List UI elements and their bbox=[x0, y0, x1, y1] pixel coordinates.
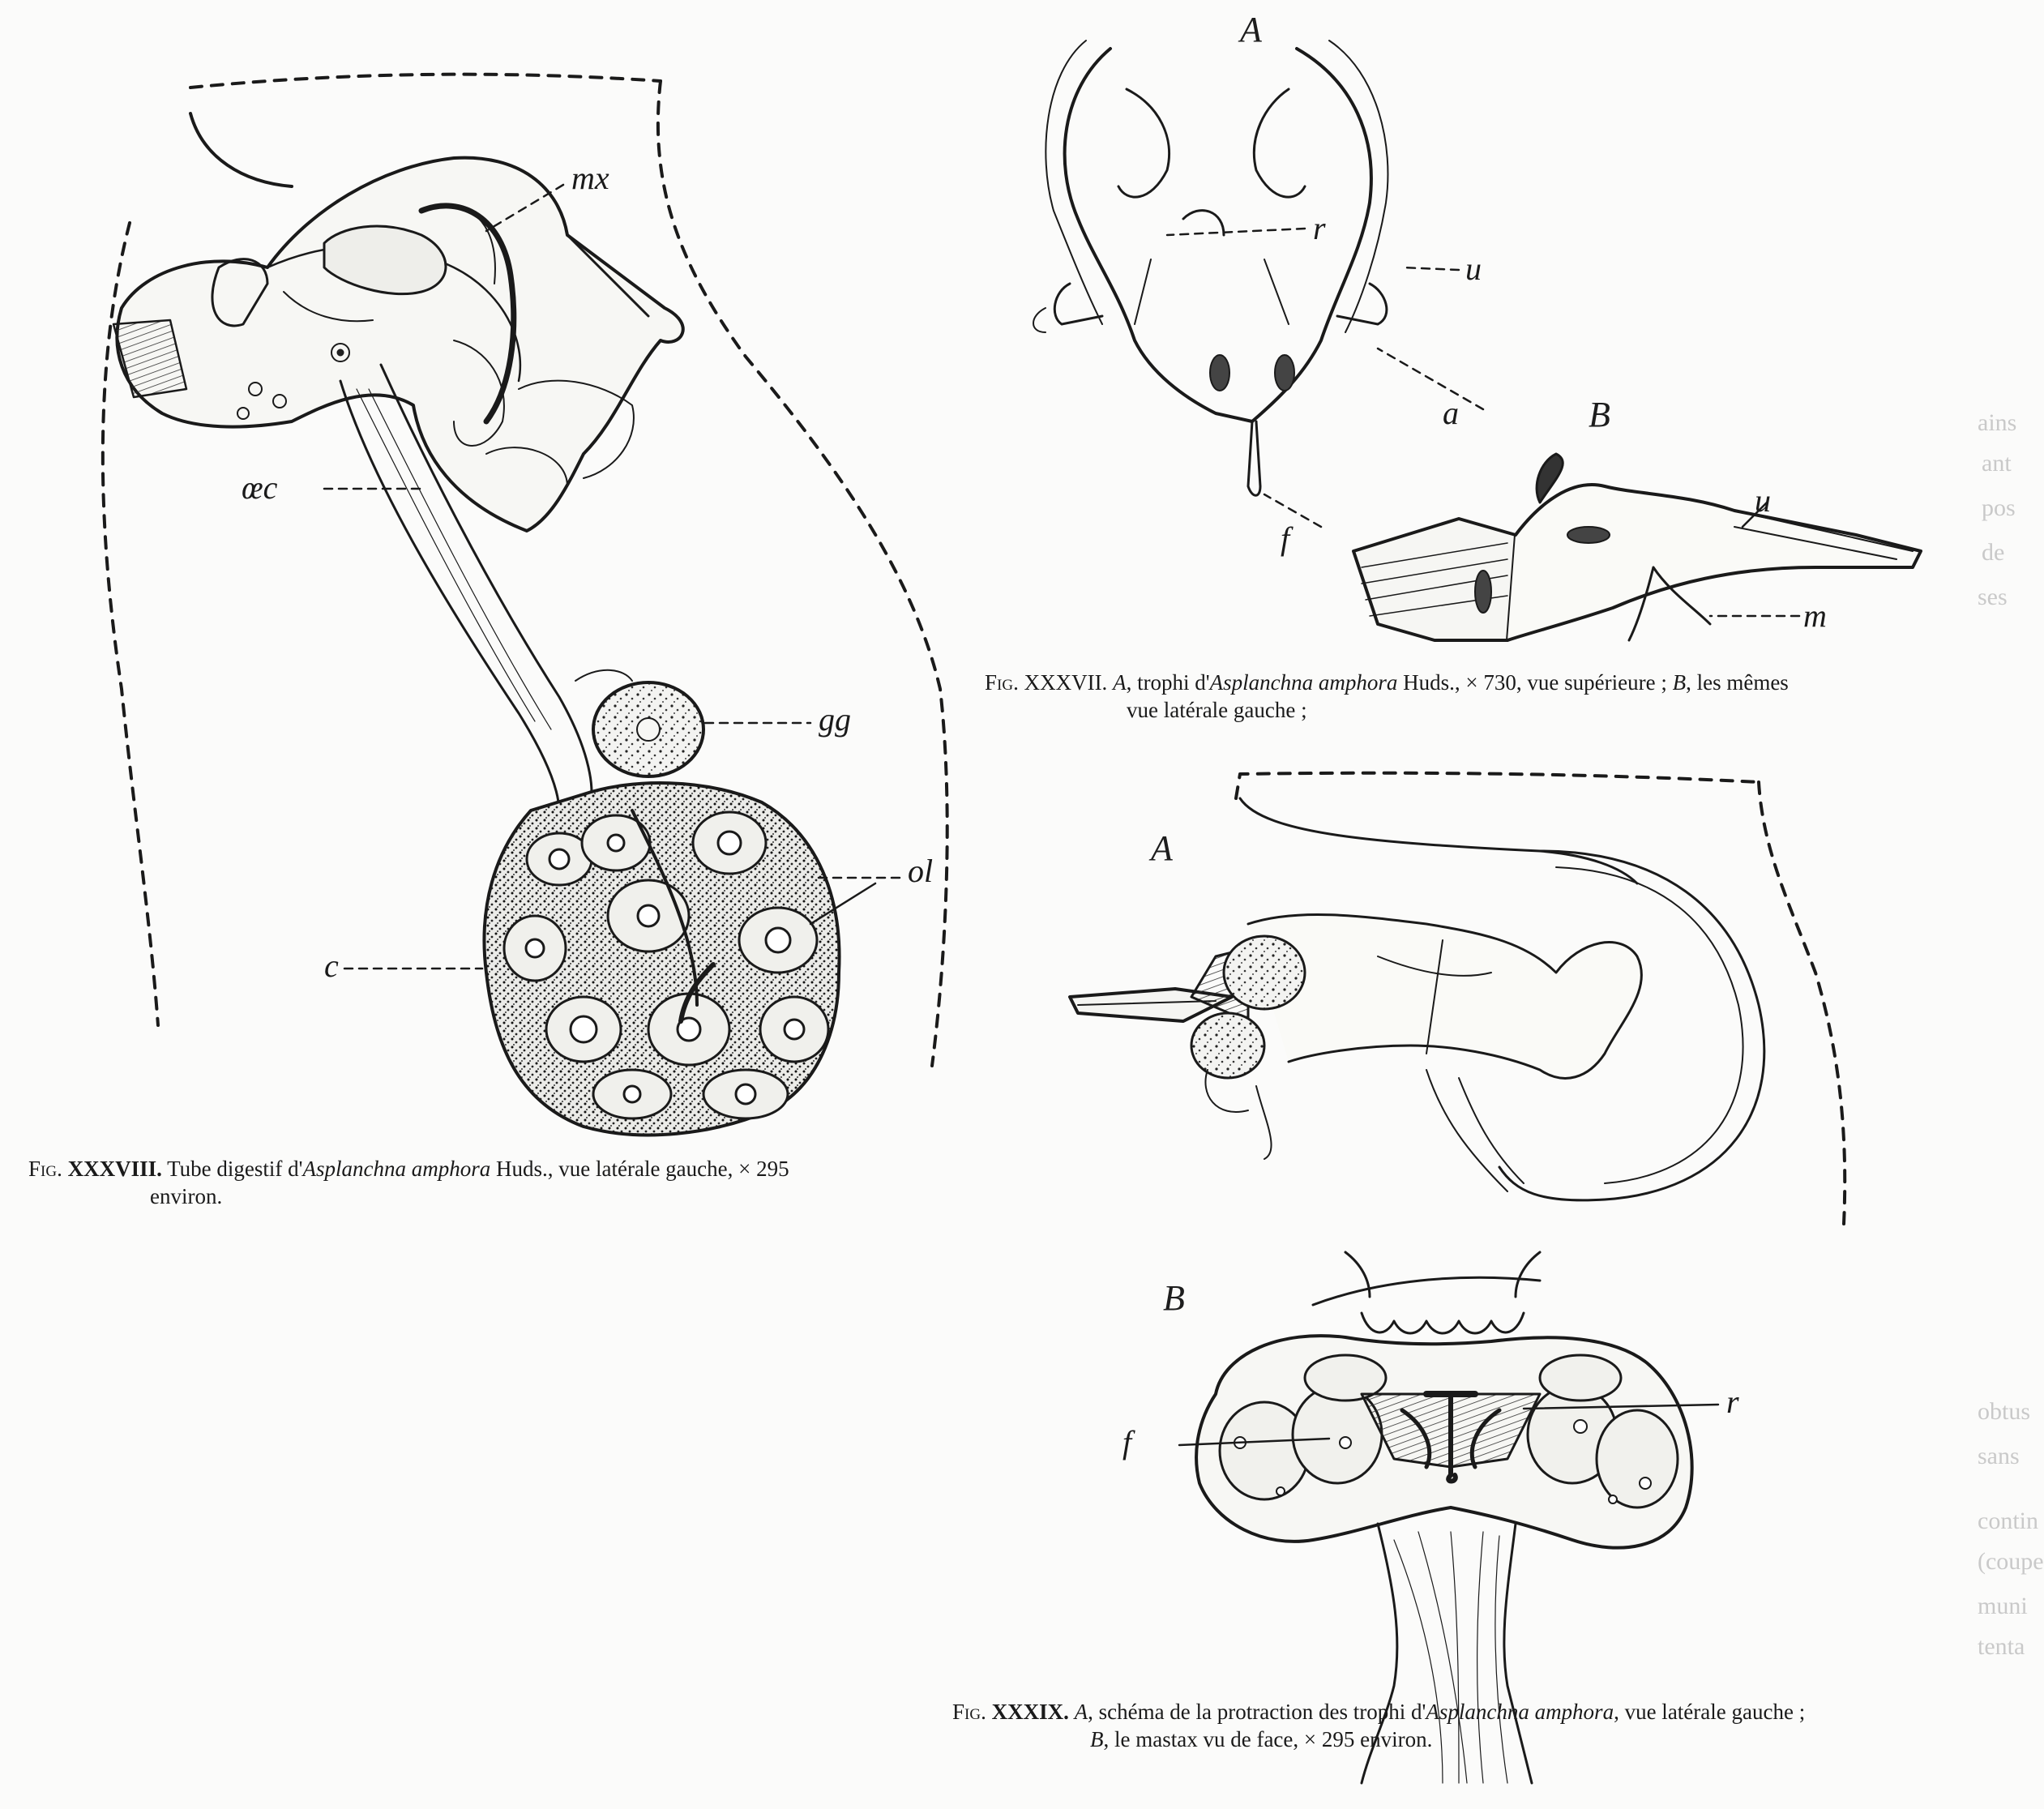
caption-text: , le mastax vu de face, × 295 environ. bbox=[1103, 1727, 1433, 1751]
label-r: r bbox=[1726, 1383, 1739, 1420]
label-u: u bbox=[1465, 250, 1482, 287]
label-mx: mx bbox=[571, 160, 609, 196]
panel-letter-B: B bbox=[1163, 1278, 1185, 1318]
fig37B-drawing bbox=[1353, 454, 1921, 640]
fig37B-fulcrum bbox=[1353, 519, 1516, 640]
fig37A-drawing bbox=[1033, 41, 1483, 527]
fig39A-gland bbox=[1191, 1013, 1264, 1078]
bleed-word: ains bbox=[1978, 409, 2017, 436]
fig38-caption-line2: environ. bbox=[150, 1184, 223, 1208]
label-ol: ol bbox=[908, 853, 934, 889]
bleed-word: tenta bbox=[1978, 1633, 2025, 1660]
label-oe: œc bbox=[242, 469, 278, 506]
label-m: m bbox=[1803, 597, 1827, 634]
fig-number: XXXVII. bbox=[1024, 670, 1108, 695]
label-c: c bbox=[324, 947, 339, 984]
fig-number: XXXVIII. bbox=[67, 1157, 162, 1181]
fig38-caption-line1 bbox=[28, 1155, 1050, 1182]
bleed-word: ses bbox=[1978, 584, 2008, 610]
fig38-drawing bbox=[103, 75, 947, 1135]
panel-ref: A bbox=[1113, 670, 1127, 695]
panel-ref: B bbox=[1672, 670, 1687, 695]
fig39A-mastax bbox=[1248, 914, 1641, 1078]
bleed-word: pos bbox=[1982, 494, 2016, 521]
fig-prefix: Fig. bbox=[985, 670, 1019, 695]
panel-letter-A: A bbox=[1240, 10, 1262, 49]
caption-text: , schéma de la protraction des trophi d' bbox=[1088, 1700, 1426, 1724]
label-f: f bbox=[1122, 1424, 1132, 1460]
fig-prefix: Fig. bbox=[952, 1700, 986, 1724]
species-name: Asplanchna amphora bbox=[1426, 1700, 1614, 1724]
species-name: Asplanchna amphora bbox=[302, 1157, 491, 1181]
label-r: r bbox=[1313, 210, 1326, 246]
label-gg: gg bbox=[819, 701, 851, 738]
fig38-body-outline bbox=[190, 75, 661, 88]
fig38-caption bbox=[28, 1155, 1050, 1210]
panel-letter-A: A bbox=[1151, 828, 1173, 868]
bleed-word: contin bbox=[1978, 1508, 2038, 1534]
panel-ref: B bbox=[1090, 1727, 1104, 1751]
fig37B-ramus bbox=[1507, 482, 1921, 640]
fig37-caption-line1 bbox=[985, 669, 2014, 696]
bleed-word: muni bbox=[1978, 1593, 2028, 1619]
bleed-word: ant bbox=[1982, 450, 2012, 477]
fig37-caption-line2: vue latérale gauche ; bbox=[1127, 698, 1307, 722]
caption-text: Huds., × 730, vue supérieure ; bbox=[1397, 670, 1673, 695]
label-u2: u bbox=[1755, 482, 1771, 519]
fig-prefix: Fig. bbox=[28, 1157, 62, 1181]
fig39-caption-line2 bbox=[952, 1726, 2006, 1753]
panel-ref: A bbox=[1074, 1700, 1088, 1724]
fig39A-body-outline bbox=[1236, 773, 1759, 798]
bleed-word: de bbox=[1982, 539, 2005, 566]
fig37A-right-ramus bbox=[1252, 49, 1371, 421]
bleed-word: (coupe bbox=[1978, 1548, 2044, 1575]
fig39-caption-line1 bbox=[952, 1698, 2006, 1726]
fig39-caption bbox=[952, 1698, 2006, 1753]
caption-text: , trophi d' bbox=[1126, 670, 1210, 695]
species-name: Asplanchna amphora bbox=[1209, 670, 1398, 695]
bleed-word: sans bbox=[1978, 1443, 2020, 1469]
fig39A-drawing bbox=[1070, 773, 1845, 1224]
caption-text: , vue latérale gauche ; bbox=[1614, 1700, 1806, 1724]
fig37-caption bbox=[985, 669, 2014, 724]
bleed-word: obtus bbox=[1978, 1398, 2031, 1425]
fig-number: XXXIX. bbox=[991, 1700, 1069, 1724]
panel-letter-B: B bbox=[1589, 395, 1610, 434]
label-f: f bbox=[1281, 520, 1290, 557]
label-a: a bbox=[1443, 395, 1459, 431]
caption-text: , les mêmes bbox=[1686, 670, 1789, 695]
caption-text: Tube digestif d' bbox=[161, 1157, 303, 1181]
caption-text: Huds., vue latérale gauche, × 295 bbox=[490, 1157, 789, 1181]
